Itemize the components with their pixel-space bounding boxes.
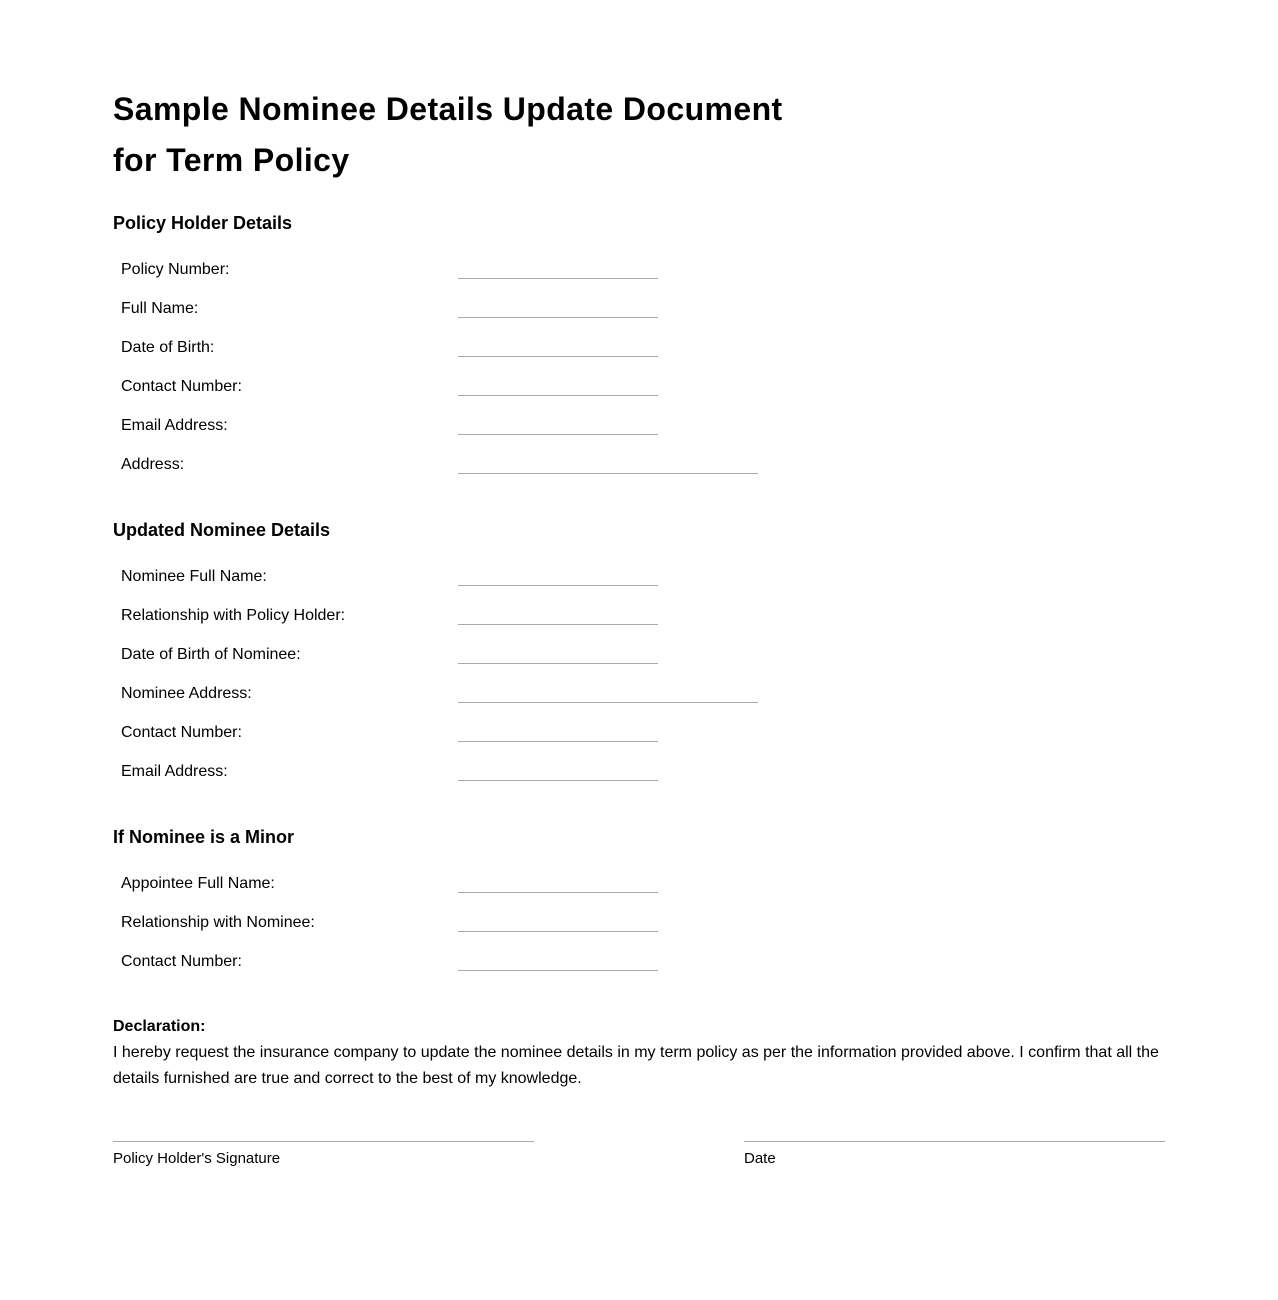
field-label: Email Address: (121, 417, 228, 434)
document-title: Sample Nominee Details Update Document for Term Policy (113, 91, 783, 178)
field-label: Relationship with Nominee: (121, 914, 315, 931)
declaration-text: I hereby request the insurance company to update the nominee details in my term policy as per the information provided above. I confirm that all the details furnished are true and correct to the best of my knowledge. (113, 1044, 1159, 1087)
field-input-line[interactable] (458, 931, 658, 932)
form-row (113, 445, 1165, 484)
field-label: Contact Number: (121, 953, 242, 970)
field-input-line[interactable] (458, 702, 758, 703)
field-input-line[interactable] (458, 434, 658, 435)
form-row (113, 596, 1165, 635)
declaration (113, 1014, 1165, 1092)
section-heading: Updated Nominee Details (113, 520, 331, 540)
field-input-line[interactable] (458, 892, 658, 893)
field-label: Policy Number: (121, 261, 230, 278)
form-row (113, 406, 1165, 445)
field-input-line[interactable] (458, 970, 658, 971)
form-row (113, 367, 1165, 406)
field-input-line[interactable] (458, 395, 658, 396)
field-input-line[interactable] (458, 473, 758, 474)
form-row (113, 557, 1165, 596)
field-input-line[interactable] (458, 741, 658, 742)
field-label: Address: (121, 456, 185, 473)
field-label: Relationship with Policy Holder: (121, 607, 346, 624)
signature-label: Policy Holder's Signature (113, 1150, 281, 1167)
form-row (113, 752, 1165, 791)
date-label: Date (744, 1150, 776, 1167)
field-label: Nominee Address: (121, 685, 252, 702)
field-input-line[interactable] (458, 624, 658, 625)
form-row (113, 328, 1165, 367)
form-row (113, 250, 1165, 289)
declaration-heading: Declaration: (113, 1018, 206, 1035)
field-label: Nominee Full Name: (121, 568, 267, 585)
signature-line[interactable] (113, 1141, 534, 1167)
field-input-line[interactable] (458, 278, 658, 279)
field-label: Contact Number: (121, 378, 242, 395)
form-row (113, 903, 1165, 942)
form-row (113, 635, 1165, 674)
field-label: Contact Number: (121, 724, 242, 741)
form-row (113, 942, 1165, 981)
field-label: Full Name: (121, 300, 199, 317)
field-label: Email Address: (121, 763, 228, 780)
field-input-line[interactable] (458, 780, 658, 781)
form-row (113, 289, 1165, 328)
section-heading: Policy Holder Details (113, 213, 293, 233)
form-row (113, 864, 1165, 903)
form-row (113, 713, 1165, 752)
date-line[interactable] (744, 1141, 1165, 1167)
field-label: Date of Birth: (121, 339, 215, 356)
field-input-line[interactable] (458, 585, 658, 586)
field-label: Appointee Full Name: (121, 875, 275, 892)
field-label: Date of Birth of Nominee: (121, 646, 301, 663)
field-input-line[interactable] (458, 317, 658, 318)
form-row (113, 674, 1165, 713)
field-input-line[interactable] (458, 356, 658, 357)
field-input-line[interactable] (458, 663, 658, 664)
section-heading: If Nominee is a Minor (113, 827, 295, 847)
